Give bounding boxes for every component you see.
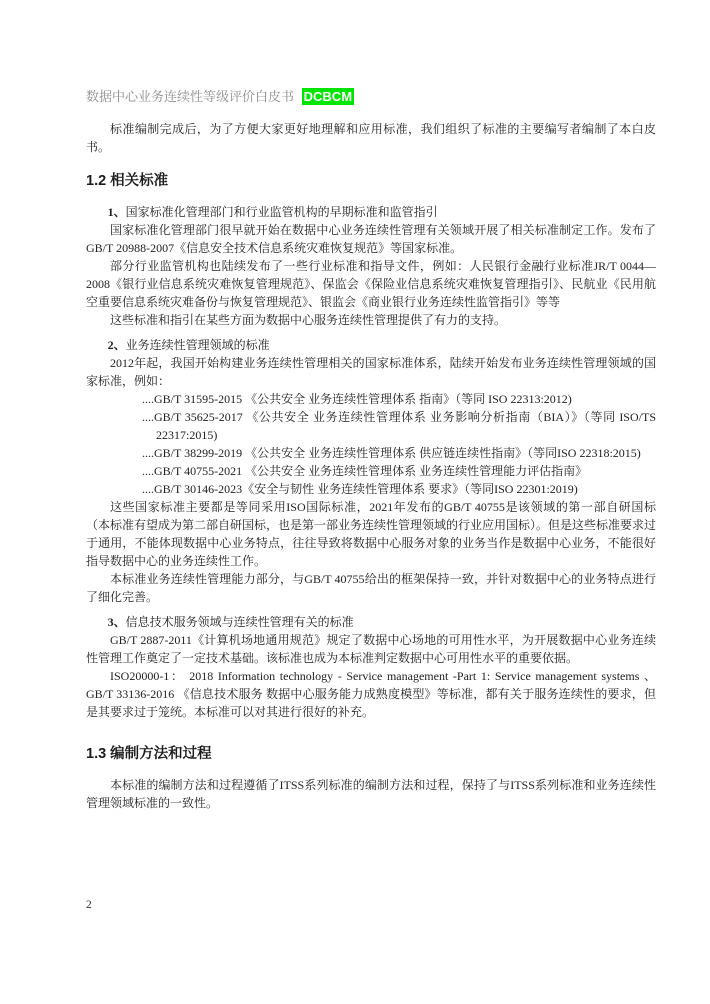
paragraph: ISO20000-1： 2018 Information technology - Service management -Part 1: Service management systems 、GB/T 33136-2016 《信息技术服务 数据中心服务能力成熟度模型》等标准，都有关于服务连续性的要求，但是其要求过于笼统。本标准可以对其进行很好的补充。 [86,669,656,719]
paragraph: 这些国家标准主要都是等同采用ISO国际标准，2021年发布的GB/T 40755是该领域的第一部自研国标（本标准有望成为第二部自研国标，也是第一部业务连续性管理领域的行业应用国标）。但是这些标准要求过于通用，不能体现数据中心业务特点，往往导致将数据中心服务对象的业务当作是数据中心业务，不能很好指导数据中心的业务连续性工作。 [86,500,657,568]
numbered-item-2 [86,336,656,354]
standards-list-item: ....GB/T 35625-2017 《公共安全 业务连续性管理体系 业务影响分析指南（BIA）》（等同 ISO/TS 22317:2015) [142,410,656,442]
numbered-item-1 [86,203,656,221]
paragraph: 国家标准化管理部门很早就开始在数据中心业务连续性管理有关领域开展了相关标准制定工作。发布了GB/T 20988-2007《信息安全技术信息系统灾难恢复规范》等国家标准。 [86,223,656,255]
intro-paragraph: 标准编制完成后，为了方便大家更好地理解和应用标准，我们组织了标准的主要编写者编制了本白皮书。 [86,122,656,154]
standards-list-item: ....GB/T 38299-2019 《公共安全 业务连续性管理体系 供应链连续性指南》（等同ISO 22318:2015) [142,446,641,460]
numbered-item-3 [86,613,656,631]
item-title-text: 信息技术服务领域与连续性管理有关的标准 [125,615,354,629]
standards-list-item: ....GB/T 40755-2021 《公共安全 业务连续性管理体系 业务连续性管理能力评估指南》 [142,464,588,478]
section-heading-1-2: 1.2 相关标准 [86,173,169,189]
paragraph: 本标准业务连续性管理能力部分，与GB/T 40755给出的框架保持一致，并针对数据中心的业务特点进行了细化完善。 [86,572,656,604]
paragraph: 本标准的编制方法和过程遵循了ITSS系列标准的编制方法和过程，保持了与ITSS系列标准和业务连续性管理领域标准的一致性。 [86,778,656,810]
standards-list [86,390,656,498]
item-number: 2、 [107,338,126,352]
page-number: 2 [86,899,92,911]
document-header-title: 数据中心业务连续性等级评价白皮书 [86,89,295,104]
item-title-text: 国家标准化管理部门和行业监管机构的早期标准和监管指引 [125,205,438,219]
paragraph: 这些标准和指引在某些方面为数据中心服务连续性管理提供了有力的支持。 [110,313,507,327]
standards-list-item: ....GB/T 31595-2015 《公共安全 业务连续性管理体系 指南》（等同 ISO 22313:2012) [142,392,572,406]
item-number: 1、 [107,205,126,219]
item-title-text: 业务连续性管理领域的标准 [125,338,270,352]
paragraph: GB/T 2887-2011《计算机场地通用规范》规定了数据中心场地的可用性水平，为开展数据中心业务连续性管理工作奠定了一定技术基础。该标准也成为本标准判定数据中心可用性水平的重要依据。 [86,633,656,665]
paragraph: 2012年起，我国开始构建业务连续性管理相关的国家标准体系，陆续开始发布业务连续性管理领域的国家标准，例如： [86,356,656,388]
page-content [86,88,656,812]
dcbcm-highlight-badge: DCBCM [303,89,353,104]
standards-list-item: ....GB/T 30146-2023《安全与韧性 业务连续性管理体系 要求》（等同ISO 22301:2019) [142,482,578,496]
paragraph: 部分行业监管机构也陆续发布了一些行业标准和指导文件，例如：人民银行金融行业标准JR/T 0044—2008《银行业信息系统灾难恢复管理规范》、保监会《保险业信息系统灾难恢复管理指引》、民航业《民用航空重要信息系统灾难备份与恢复管理规范》、银监会《商业银行业务连续性监管指引》等等 [86,259,656,309]
document-header [86,88,656,105]
section-heading-1-3: 1.3 编制方法和过程 [86,746,212,762]
item-number: 3、 [107,615,126,629]
